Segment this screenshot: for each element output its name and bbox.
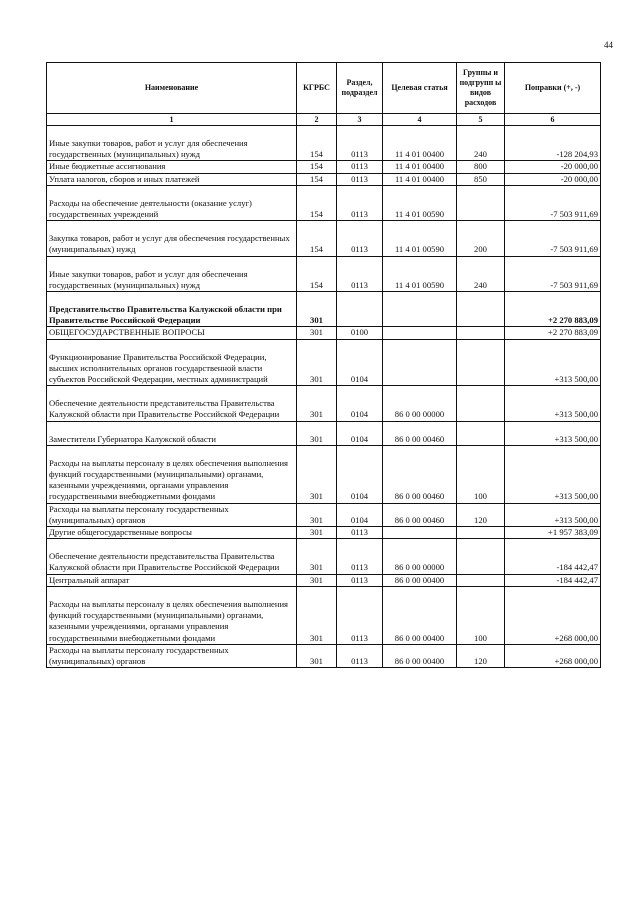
cell-kgrbs: 301 — [297, 527, 337, 539]
row-spacer — [47, 386, 601, 399]
row-spacer — [47, 221, 601, 234]
cell-kgrbs: 301 — [297, 599, 337, 644]
cell-name: Расходы на выплаты персоналу в целях обеспечения выполнения функций государственными (муниципальными) органами, казенными учреждениями, органами управления государственными внебюджетными фондами — [47, 458, 297, 503]
cell-amount: +1 957 383,09 — [505, 527, 601, 539]
col-number: 3 — [337, 114, 383, 126]
table-row — [47, 574, 601, 586]
cell-target — [383, 527, 457, 539]
cell-target — [383, 327, 457, 339]
cell-target: 11 4 01 00590 — [383, 233, 457, 256]
cell-section: 0104 — [337, 352, 383, 386]
cell-amount: -20 000,00 — [505, 161, 601, 173]
cell-group — [457, 551, 505, 574]
cell-amount: -7 503 911,69 — [505, 198, 601, 221]
cell-kgrbs: 301 — [297, 644, 337, 667]
col-number: 4 — [383, 114, 457, 126]
table-row — [47, 527, 601, 539]
header-section: Раздел, подраздел — [337, 63, 383, 114]
cell-section: 0113 — [337, 161, 383, 173]
cell-amount: +313 500,00 — [505, 352, 601, 386]
table-row — [47, 269, 601, 292]
cell-section: 0113 — [337, 574, 383, 586]
cell-target: 86 0 00 00400 — [383, 644, 457, 667]
cell-amount: -7 503 911,69 — [505, 233, 601, 256]
cell-target: 86 0 00 00460 — [383, 434, 457, 446]
cell-kgrbs: 301 — [297, 327, 337, 339]
cell-group: 240 — [457, 269, 505, 292]
cell-section: 0104 — [337, 503, 383, 526]
cell-kgrbs: 301 — [297, 398, 337, 421]
cell-kgrbs: 154 — [297, 161, 337, 173]
cell-section: 0104 — [337, 434, 383, 446]
row-spacer — [47, 256, 601, 269]
cell-name: Расходы на выплаты персоналу государственных (муниципальных) органов — [47, 503, 297, 526]
table-row — [47, 327, 601, 339]
cell-group: 120 — [457, 503, 505, 526]
cell-group: 240 — [457, 138, 505, 161]
cell-group — [457, 304, 505, 327]
cell-amount: +313 500,00 — [505, 398, 601, 421]
header-name: Наименование — [47, 63, 297, 114]
cell-amount: +313 500,00 — [505, 434, 601, 446]
cell-amount: -128 204,93 — [505, 138, 601, 161]
cell-target — [383, 352, 457, 386]
table-row — [47, 599, 601, 644]
cell-section: 0113 — [337, 173, 383, 185]
cell-target: 11 4 01 00400 — [383, 173, 457, 185]
cell-kgrbs: 301 — [297, 551, 337, 574]
cell-group: 100 — [457, 599, 505, 644]
cell-group — [457, 527, 505, 539]
table-row — [47, 304, 601, 327]
table-row — [47, 398, 601, 421]
cell-group — [457, 352, 505, 386]
cell-group: 100 — [457, 458, 505, 503]
cell-amount: +313 500,00 — [505, 458, 601, 503]
table-row — [47, 173, 601, 185]
cell-group: 120 — [457, 644, 505, 667]
row-spacer — [47, 539, 601, 552]
cell-section: 0113 — [337, 233, 383, 256]
row-spacer — [47, 339, 601, 352]
cell-kgrbs: 154 — [297, 269, 337, 292]
cell-target: 86 0 00 00000 — [383, 551, 457, 574]
row-spacer — [47, 126, 601, 139]
cell-amount: +2 270 883,09 — [505, 327, 601, 339]
cell-amount: +2 270 883,09 — [505, 304, 601, 327]
cell-target: 86 0 00 00000 — [383, 398, 457, 421]
cell-kgrbs: 154 — [297, 233, 337, 256]
cell-name: Другие общегосударственные вопросы — [47, 527, 297, 539]
page-number: 44 — [604, 40, 613, 50]
cell-section — [337, 304, 383, 327]
table-row — [47, 644, 601, 667]
row-spacer — [47, 445, 601, 458]
table-row — [47, 233, 601, 256]
cell-name: Обеспечение деятельности представительства Правительства Калужской области при Правительстве Российской Федерации — [47, 551, 297, 574]
cell-group — [457, 398, 505, 421]
table-row — [47, 161, 601, 173]
cell-section: 0100 — [337, 327, 383, 339]
cell-kgrbs: 154 — [297, 198, 337, 221]
cell-target: 86 0 00 00460 — [383, 458, 457, 503]
cell-group — [457, 198, 505, 221]
cell-group: 850 — [457, 173, 505, 185]
cell-kgrbs: 301 — [297, 434, 337, 446]
cell-amount: +268 000,00 — [505, 644, 601, 667]
cell-section: 0113 — [337, 198, 383, 221]
table-row — [47, 198, 601, 221]
col-number: 1 — [47, 114, 297, 126]
cell-name: ОБЩЕГОСУДАРСТВЕННЫЕ ВОПРОСЫ — [47, 327, 297, 339]
header-groups: Группы и подгрупп ы видов расходов — [457, 63, 505, 114]
cell-target: 11 4 01 00590 — [383, 269, 457, 292]
cell-target: 11 4 01 00400 — [383, 138, 457, 161]
cell-section: 0113 — [337, 527, 383, 539]
cell-target: 86 0 00 00460 — [383, 503, 457, 526]
cell-target: 86 0 00 00400 — [383, 599, 457, 644]
cell-amount: -184 442,47 — [505, 574, 601, 586]
table-row — [47, 138, 601, 161]
cell-section: 0113 — [337, 269, 383, 292]
header-kgrbs: КГРБС — [297, 63, 337, 114]
row-spacer — [47, 292, 601, 305]
header-target: Целевая статья — [383, 63, 457, 114]
cell-name: Заместители Губернатора Калужской области — [47, 434, 297, 446]
cell-name: Расходы на выплаты персоналу государственных (муниципальных) органов — [47, 644, 297, 667]
cell-section: 0104 — [337, 398, 383, 421]
cell-amount: +268 000,00 — [505, 599, 601, 644]
cell-section: 0104 — [337, 458, 383, 503]
table-body — [47, 126, 601, 668]
row-spacer — [47, 185, 601, 198]
cell-amount: +313 500,00 — [505, 503, 601, 526]
cell-name: Обеспечение деятельности представительства Правительства Калужской области при Правительстве Российской Федерации — [47, 398, 297, 421]
cell-name: Иные бюджетные ассигнования — [47, 161, 297, 173]
cell-group: 800 — [457, 161, 505, 173]
budget-amendments-table — [46, 62, 601, 668]
cell-group — [457, 574, 505, 586]
cell-amount: -184 442,47 — [505, 551, 601, 574]
header-amendments: Поправки (+, -) — [505, 63, 601, 114]
cell-kgrbs: 154 — [297, 173, 337, 185]
cell-name: Представительство Правительства Калужской области при Правительстве Российской Федерации — [47, 304, 297, 327]
cell-kgrbs: 301 — [297, 503, 337, 526]
col-number: 6 — [505, 114, 601, 126]
col-number: 2 — [297, 114, 337, 126]
column-number-row — [47, 114, 601, 126]
cell-section: 0113 — [337, 599, 383, 644]
cell-name: Центральный аппарат — [47, 574, 297, 586]
cell-section: 0113 — [337, 138, 383, 161]
cell-name: Закупка товаров, работ и услуг для обеспечения государственных (муниципальных) нужд — [47, 233, 297, 256]
cell-amount: -7 503 911,69 — [505, 269, 601, 292]
cell-target — [383, 304, 457, 327]
table-header-row — [47, 63, 601, 114]
cell-name: Иные закупки товаров, работ и услуг для обеспечения государственных (муниципальных) нужд — [47, 269, 297, 292]
table-row — [47, 458, 601, 503]
table-row — [47, 352, 601, 386]
cell-kgrbs: 301 — [297, 458, 337, 503]
table-row — [47, 503, 601, 526]
cell-kgrbs: 301 — [297, 574, 337, 586]
cell-name: Иные закупки товаров, работ и услуг для обеспечения государственных (муниципальных) нужд — [47, 138, 297, 161]
col-number: 5 — [457, 114, 505, 126]
row-spacer — [47, 421, 601, 434]
cell-target: 86 0 00 00400 — [383, 574, 457, 586]
cell-name: Расходы на выплаты персоналу в целях обеспечения выполнения функций государственными (муниципальными) органами, казенными учреждениями, органами управления государственными внебюджетными фондами — [47, 599, 297, 644]
cell-target: 11 4 01 00400 — [383, 161, 457, 173]
cell-name: Уплата налогов, сборов и иных платежей — [47, 173, 297, 185]
table-row — [47, 434, 601, 446]
cell-kgrbs: 301 — [297, 352, 337, 386]
cell-kgrbs: 301 — [297, 304, 337, 327]
cell-target: 11 4 01 00590 — [383, 198, 457, 221]
cell-group — [457, 434, 505, 446]
cell-kgrbs: 154 — [297, 138, 337, 161]
cell-group — [457, 327, 505, 339]
cell-section: 0113 — [337, 644, 383, 667]
cell-group: 200 — [457, 233, 505, 256]
cell-section: 0113 — [337, 551, 383, 574]
cell-amount: -20 000,00 — [505, 173, 601, 185]
cell-name: Функционирование Правительства Российской Федерации, высших исполнительных органов государственной власти субъектов Российской Федерации, местных администраций — [47, 352, 297, 386]
cell-name: Расходы на обеспечение деятельности (оказание услуг) государственных учреждений — [47, 198, 297, 221]
table-row — [47, 551, 601, 574]
row-spacer — [47, 586, 601, 599]
